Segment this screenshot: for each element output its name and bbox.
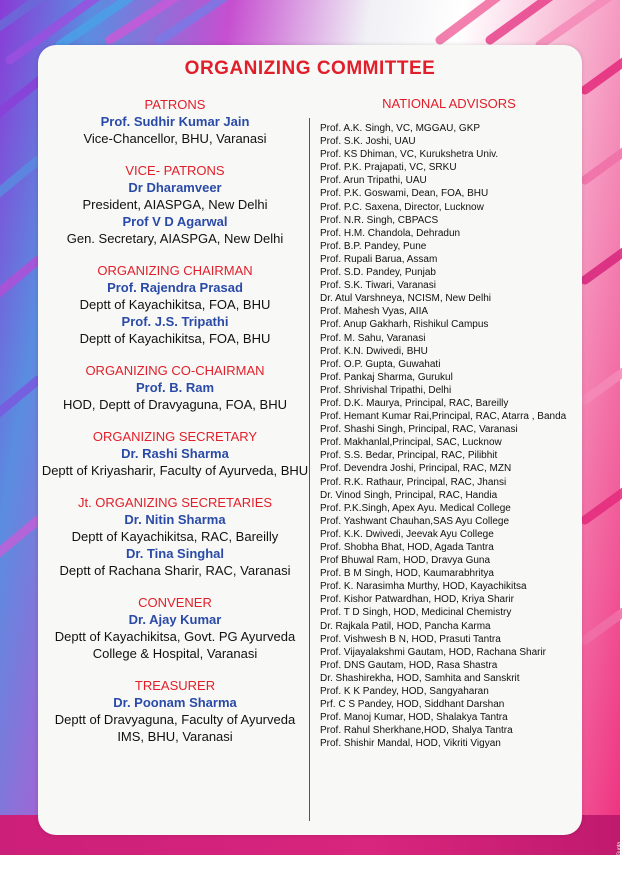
section-heading: TREASURER <box>134 678 216 693</box>
advisors-list <box>320 122 580 751</box>
person-name: Dr. Poonam Sharma <box>113 695 237 710</box>
advisor-item: Prof. Devendra Joshi, Principal, RAC, MZN <box>320 463 512 475</box>
advisor-item: Prof. Shrivishal Tripathi, Delhi <box>320 384 452 396</box>
person-name: Dr. Rashi Sharma <box>121 446 229 461</box>
advisor-item: Dr. Rajkala Patil, HOD, Pancha Karma <box>320 620 491 632</box>
person-name: Dr. Nitin Sharma <box>124 512 226 527</box>
person-name: Prof. Rajendra Prasad <box>107 280 243 295</box>
advisor-item: Prof. Rahul Sherkhane,HOD, Shalya Tantra <box>320 725 513 737</box>
advisor-item: Prof. P.K. Prajapati, VC, SRKU <box>320 162 457 174</box>
advisor-item: Prof. N.R. Singh, CBPACS <box>320 214 439 226</box>
person-name: Prof. J.S. Tripathi <box>121 314 229 329</box>
person-detail: College & Hospital, Varanasi <box>92 646 258 661</box>
section-heading: PATRONS <box>144 97 206 112</box>
advisor-item: Prof. B M Singh, HOD, Kaumarabhritya <box>320 568 494 580</box>
person-detail: IMS, BHU, Varanasi <box>117 729 233 744</box>
advisor-item: Prof. Arun Tripathi, UAU <box>320 175 427 187</box>
committee-section <box>40 677 310 745</box>
section-heading: ORGANIZING CHAIRMAN <box>97 263 253 278</box>
advisor-item: Prof. Rupali Barua, Assam <box>320 253 438 265</box>
advisor-item: Prof. Hemant Kumar Rai,Principal, RAC, Atarra , Banda <box>320 411 567 423</box>
person-detail: HOD, Deptt of Dravyaguna, FOA, BHU <box>63 397 287 412</box>
advisor-item: Dr. Vinod Singh, Principal, RAC, Handia <box>320 489 498 501</box>
committee-section <box>40 262 310 347</box>
advisor-item: Dr. Shashirekha, HOD, Samhita and Sanskrit <box>320 672 520 684</box>
person-name: Prof V D Agarwal <box>122 214 228 229</box>
advisor-item: Prof. D.K. Maurya, Principal, RAC, Bareilly <box>320 397 509 409</box>
column-divider <box>309 118 310 821</box>
advisor-item: Prf. C S Pandey, HOD, Siddhant Darshan <box>320 699 505 711</box>
advisor-item: Prof. Shishir Mandal, HOD, Vikriti Vigyan <box>320 738 501 750</box>
advisor-item: Prof. Shobha Bhat, HOD, Agada Tantra <box>320 542 494 553</box>
person-detail: Deptt of Kayachikitsa, Govt. PG Ayurveda <box>54 629 296 644</box>
advisor-item: Prof. Manoj Kumar, HOD, Shalakya Tantra <box>320 712 508 724</box>
advisor-item: Prof. R.K. Rathaur, Principal, RAC, Jhansi <box>320 476 507 488</box>
committee-section <box>40 494 310 579</box>
advisor-item: Prof. Makhanlal,Principal, SAC, Lucknow <box>320 437 502 449</box>
advisor-item: Prof. S.K. Tiwari, Varanasi <box>320 280 436 292</box>
advisor-item: Prof. Anup Gakharh, Rishikul Campus <box>320 319 489 331</box>
section-heading: CONVENER <box>138 595 212 610</box>
committee-section <box>40 594 310 662</box>
committee-section <box>40 428 310 479</box>
advisor-item: Prof. T D Singh, HOD, Medicinal Chemistry <box>320 607 512 619</box>
section-heading: Jt. ORGANIZING SECRETARIES <box>77 495 273 510</box>
person-detail: President, AIASPGA, New Delhi <box>82 197 268 212</box>
advisor-item: Prof. H.M. Chandola, Dehradun <box>320 227 461 239</box>
advisor-item: Prof. KS Dhiman, VC, Kurukshetra Univ. <box>320 149 499 161</box>
advisor-item: Prof. S.K. Joshi, UAU <box>320 136 416 148</box>
advisor-item: Prof. P.C. Saxena, Director, Lucknow <box>320 201 484 213</box>
section-heading: ORGANIZING CO-CHAIRMAN <box>85 363 265 378</box>
person-detail: Deptt of Rachana Sharir, RAC, Varanasi <box>59 563 291 578</box>
committee-section <box>40 96 310 147</box>
advisor-item: Prof. O.P. Gupta, Guwahati <box>320 358 441 370</box>
person-name: Dr Dharamveer <box>128 180 222 195</box>
committee-column <box>40 96 310 760</box>
advisor-item: Prof. B.P. Pandey, Pune <box>320 240 427 252</box>
person-detail: Deptt of Kayachikitsa, RAC, Bareilly <box>71 529 279 544</box>
credit-text: ©Ajay Gupta <box>616 842 622 871</box>
person-name: Dr. Ajay Kumar <box>128 612 222 627</box>
person-detail: Deptt of Dravyaguna, Faculty of Ayurveda <box>54 712 296 727</box>
person-name: Dr. Tina Singhal <box>125 546 224 561</box>
advisor-item: Prof. S.D. Pandey, Punjab <box>320 267 436 279</box>
advisor-item: Prof. P.K.Singh, Apex Ayu. Medical College <box>320 502 511 514</box>
section-heading: VICE- PATRONS <box>125 163 225 178</box>
person-name: Prof. Sudhir Kumar Jain <box>100 114 250 129</box>
advisor-item: Prof. K K Pandey, HOD, Sangyaharan <box>320 686 489 698</box>
person-detail: Gen. Secretary, AIASPGA, New Delhi <box>66 231 284 246</box>
advisor-item: Prof. Pankaj Sharma, Gurukul <box>320 371 453 383</box>
section-heading: ORGANIZING SECRETARY <box>92 429 258 444</box>
person-detail: Vice-Chancellor, BHU, Varanasi <box>83 131 267 146</box>
advisor-item: Prof. Vijayalakshmi Gautam, HOD, Rachana Sharir <box>320 646 547 658</box>
advisor-item: Prof. Yashwant Chauhan,SAS Ayu College <box>320 515 510 527</box>
advisor-item: Prof. A.K. Singh, VC, MGGAU, GKP <box>320 123 481 134</box>
person-name: Prof. B. Ram <box>135 380 214 395</box>
bottom-strip <box>0 855 620 877</box>
person-detail: Deptt of Kayachikitsa, FOA, BHU <box>79 297 271 312</box>
person-detail: Deptt of Kayachikitsa, FOA, BHU <box>79 331 271 346</box>
advisors-heading: NATIONAL ADVISORS <box>382 96 516 111</box>
committee-section <box>40 362 310 413</box>
advisor-item: Prof. K.N. Dwivedi, BHU <box>320 345 428 357</box>
advisor-item: Prof. K.K. Dwivedi, Jeevak Ayu College <box>320 528 494 540</box>
advisor-item: Prof. Vishwesh B N, HOD, Prasuti Tantra <box>320 633 501 645</box>
advisor-item: Prof. Mahesh Vyas, AIIA <box>320 306 429 318</box>
advisor-item: Prof. Kishor Patwardhan, HOD, Kriya Sharir <box>320 594 514 606</box>
advisor-item: Prof. S.S. Bedar, Principal, RAC, Pilibhit <box>320 450 498 462</box>
page-title: ORGANIZING COMMITTEE <box>184 58 436 79</box>
person-detail: Deptt of Kriyasharir, Faculty of Ayurveda, BHU <box>41 463 309 478</box>
advisor-item: Prof. K. Narasimha Murthy, HOD, Kayachikitsa <box>320 581 527 593</box>
committee-section <box>40 162 310 247</box>
advisor-item: Prof. M. Sahu, Varanasi <box>320 332 426 344</box>
advisor-item: Prof Bhuwal Ram, HOD, Dravya Guna <box>320 555 491 567</box>
advisor-item: Prof. P.K. Goswami, Dean, FOA, BHU <box>320 188 489 200</box>
advisor-item: Prof. DNS Gautam, HOD, Rasa Shastra <box>320 659 498 671</box>
advisor-item: Dr. Atul Varshneya, NCISM, New Delhi <box>320 293 491 305</box>
advisor-item: Prof. Shashi Singh, Principal, RAC, Varanasi <box>320 424 518 436</box>
